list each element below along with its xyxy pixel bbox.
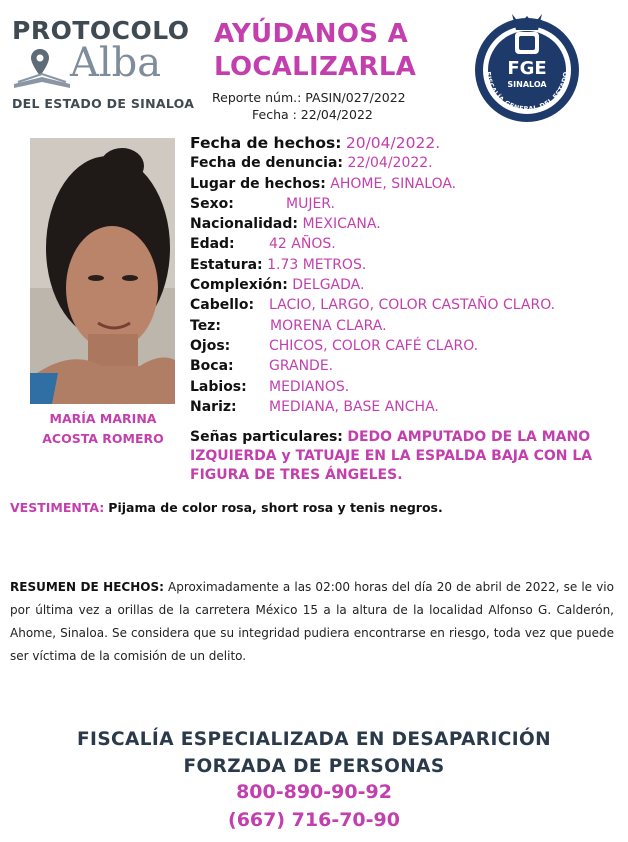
field-value: MEDIANOS.	[269, 378, 350, 395]
field-label: Edad:	[190, 236, 235, 253]
fge-seal-logo	[472, 6, 582, 124]
clothing	[10, 500, 443, 515]
agency-name	[0, 726, 628, 780]
report-info	[212, 89, 406, 123]
senas-label: Señas particulares:	[190, 429, 343, 445]
agency-line-1: FISCALÍA ESPECIALIZADA EN DESAPARICIÓN	[77, 729, 551, 750]
person-name	[24, 409, 182, 449]
logo-alba-text: Alba	[70, 40, 162, 86]
field-value: AHOME, SINALOA.	[330, 175, 457, 192]
field-value: 1.73 METROS.	[267, 256, 367, 273]
field-label: Ojos:	[190, 337, 231, 354]
person-name-line-2: ACOSTA ROMERO	[42, 431, 164, 446]
field-row	[190, 174, 555, 194]
field-label: Tez:	[190, 317, 221, 334]
field-label: Nacionalidad:	[190, 216, 298, 233]
distinguishing-marks	[190, 428, 615, 485]
field-value: GRANDE.	[269, 358, 334, 375]
field-label: Boca:	[190, 358, 234, 375]
field-row	[190, 153, 555, 173]
field-value: LACIO, LARGO, COLOR CASTAÑO CLARO.	[269, 297, 556, 314]
phone-2: (667) 716-70-90	[228, 809, 400, 831]
person-name-line-1: MARÍA MARINA	[49, 411, 157, 426]
field-row	[190, 194, 555, 214]
field-value: DELGADA.	[292, 277, 365, 294]
field-row	[190, 397, 555, 417]
field-label: Fecha de denuncia:	[190, 155, 344, 172]
vestimenta-value: Pijama de color rosa, short rosa y tenis negros.	[108, 500, 443, 515]
field-row	[190, 255, 555, 275]
field-label: Complexión:	[190, 277, 288, 294]
details-list	[190, 133, 555, 417]
field-value: MORENA CLARA.	[270, 317, 387, 334]
field-label: Estatura:	[190, 256, 263, 273]
field-row	[190, 214, 555, 234]
logo-protocolo-text: PROTOCOLO	[12, 16, 190, 45]
phone-1: 800-890-90-92	[236, 781, 392, 803]
field-row	[190, 295, 555, 315]
headline-line-1: AYÚDANOS A	[214, 19, 409, 49]
field-row	[190, 377, 555, 397]
field-value: 20/04/2022.	[345, 134, 441, 152]
report-date: Fecha : 22/04/2022	[252, 107, 373, 122]
report-number: Reporte núm.: PASIN/027/2022	[212, 90, 406, 105]
book-icon	[12, 68, 72, 90]
field-value: MEDIANA, BASE ANCHA.	[269, 398, 439, 415]
field-label: Cabello:	[190, 297, 255, 314]
field-label: Nariz:	[190, 398, 237, 415]
summary-paragraph	[10, 576, 614, 668]
headline-line-2: LOCALIZARLA	[214, 52, 417, 82]
field-row	[190, 356, 555, 376]
field-value: 22/04/2022.	[347, 155, 433, 172]
person-photo	[30, 138, 175, 404]
seal-ring-text: FISCALÍA GENERAL DEL ESTADO	[483, 71, 571, 114]
resumen-label: RESUMEN DE HECHOS:	[10, 580, 164, 594]
headline	[214, 18, 416, 84]
field-value: 42 AÑOS.	[269, 236, 336, 253]
senas-value: DEDO AMPUTADO DE LA MANO IZQUIERDA y TATUAJE EN LA ESPALDA BAJA CON LA FIGURA DE TRES ÁNGELES.	[190, 429, 593, 483]
field-label: Sexo:	[190, 195, 234, 212]
field-label: Fecha de hechos:	[190, 134, 342, 152]
field-row	[190, 275, 555, 295]
agency-line-2: FORZADA DE PERSONAS	[183, 756, 445, 777]
seal-abbr: FGE	[507, 58, 547, 79]
vestimenta-label: VESTIMENTA:	[10, 500, 105, 515]
field-row	[190, 234, 555, 254]
field-value: MEXICANA.	[302, 216, 381, 233]
field-label: Labios:	[190, 378, 247, 395]
field-label: Lugar de hechos:	[190, 175, 326, 192]
field-value: MUJER.	[286, 195, 335, 212]
field-value: CHICOS, COLOR CAFÉ CLARO.	[269, 337, 479, 354]
field-row	[190, 316, 555, 336]
seal-state: SINALOA	[507, 80, 547, 89]
resumen-text: Aproximadamente a las 02:00 horas del día 20 de abril de 2022, se le vio por última vez a orillas de la carretera México 15 a la altura de la localidad Alfonso G. Calderón, Ahome, Sinaloa. Se considera que su integridad pudiera encontrarse en riesgo, toda vez que puede ser víctima de la comisión de un delito.	[10, 580, 614, 663]
field-row	[190, 336, 555, 356]
field-row	[190, 133, 555, 153]
logo-estado-text: DEL ESTADO DE SINALOA	[12, 96, 195, 111]
